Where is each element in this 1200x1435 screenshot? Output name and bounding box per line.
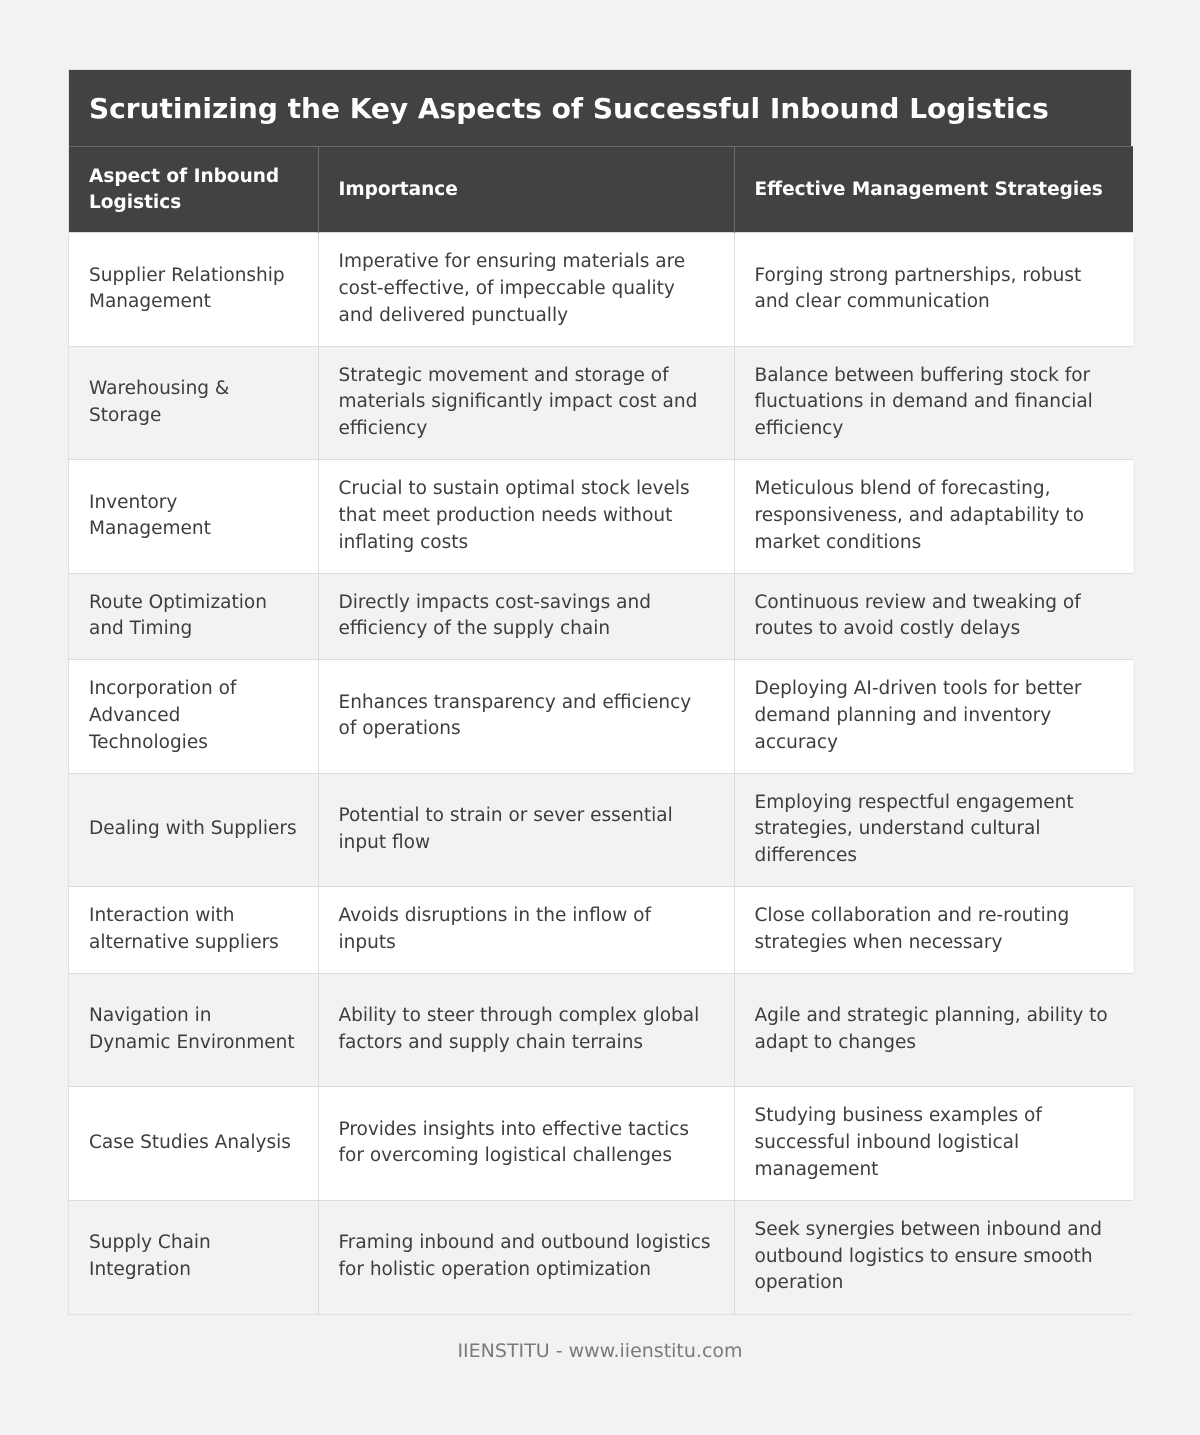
- table-row: [69, 573, 1133, 660]
- column-header-importance: Importance: [318, 147, 734, 233]
- cell-aspect: Incorporation of Advanced Technologies: [69, 660, 318, 774]
- table-row: [69, 1200, 1133, 1314]
- table-row: [69, 973, 1133, 1087]
- logistics-table: [69, 146, 1133, 1314]
- cell-importance: Ability to steer through complex global factors and supply chain terrains: [318, 973, 734, 1087]
- cell-strategies: Continuous review and tweaking of routes to avoid costly delays: [734, 573, 1133, 660]
- table-row: [69, 233, 1133, 347]
- column-header-strategies: Effective Management Strategies: [734, 147, 1133, 233]
- cell-importance: Provides insights into effective tactics for overcoming logistical challenges: [318, 1087, 734, 1201]
- cell-importance: Strategic movement and storage of materials significantly impact cost and efficiency: [318, 346, 734, 460]
- cell-importance: Potential to strain or sever essential input flow: [318, 773, 734, 887]
- cell-aspect: Case Studies Analysis: [69, 1087, 318, 1201]
- cell-aspect: Interaction with alternative suppliers: [69, 887, 318, 974]
- table-card: [68, 69, 1132, 1315]
- footer-credit: IIENSTITU - www.iienstitu.com: [457, 1340, 743, 1362]
- cell-aspect: Navigation in Dynamic Environment: [69, 973, 318, 1087]
- cell-strategies: Meticulous blend of forecasting, responsiveness, and adaptability to market conditions: [734, 460, 1133, 574]
- cell-importance: Directly impacts cost-savings and efficiency of the supply chain: [318, 573, 734, 660]
- cell-aspect: Supply Chain Integration: [69, 1200, 318, 1314]
- cell-strategies: Deploying AI-driven tools for better demand planning and inventory accuracy: [734, 660, 1133, 774]
- table-row: [69, 773, 1133, 887]
- cell-strategies: Studying business examples of successful inbound logistical management: [734, 1087, 1133, 1201]
- header-row: [69, 147, 1133, 233]
- column-header-aspect: Aspect of Inbound Logistics: [69, 147, 318, 233]
- cell-strategies: Agile and strategic planning, ability to adapt to changes: [734, 973, 1133, 1087]
- cell-aspect: Route Optimization and Timing: [69, 573, 318, 660]
- cell-importance: Framing inbound and outbound logistics for holistic operation optimization: [318, 1200, 734, 1314]
- cell-strategies: Close collaboration and re-routing strategies when necessary: [734, 887, 1133, 974]
- cell-importance: Avoids disruptions in the inflow of inputs: [318, 887, 734, 974]
- cell-aspect: Warehousing & Storage: [69, 346, 318, 460]
- table-row: [69, 1087, 1133, 1201]
- table-row: [69, 660, 1133, 774]
- table-row: [69, 346, 1133, 460]
- cell-strategies: Employing respectful engagement strategies, understand cultural differences: [734, 773, 1133, 887]
- cell-strategies: Forging strong partnerships, robust and clear communication: [734, 233, 1133, 347]
- page-title: Scrutinizing the Key Aspects of Successful Inbound Logistics: [89, 91, 1049, 125]
- cell-aspect: Supplier Relationship Management: [69, 233, 318, 347]
- cell-importance: Imperative for ensuring materials are cost-effective, of impeccable quality and delivered punctually: [318, 233, 734, 347]
- table-row: [69, 887, 1133, 974]
- cell-importance: Crucial to sustain optimal stock levels that meet production needs without inflating costs: [318, 460, 734, 574]
- cell-aspect: Inventory Management: [69, 460, 318, 574]
- table-row: [69, 460, 1133, 574]
- cell-strategies: Seek synergies between inbound and outbound logistics to ensure smooth operation: [734, 1200, 1133, 1314]
- title-bar: [69, 70, 1131, 146]
- cell-importance: Enhances transparency and efficiency of operations: [318, 660, 734, 774]
- cell-aspect: Dealing with Suppliers: [69, 773, 318, 887]
- cell-strategies: Balance between buffering stock for fluctuations in demand and financial efficiency: [734, 346, 1133, 460]
